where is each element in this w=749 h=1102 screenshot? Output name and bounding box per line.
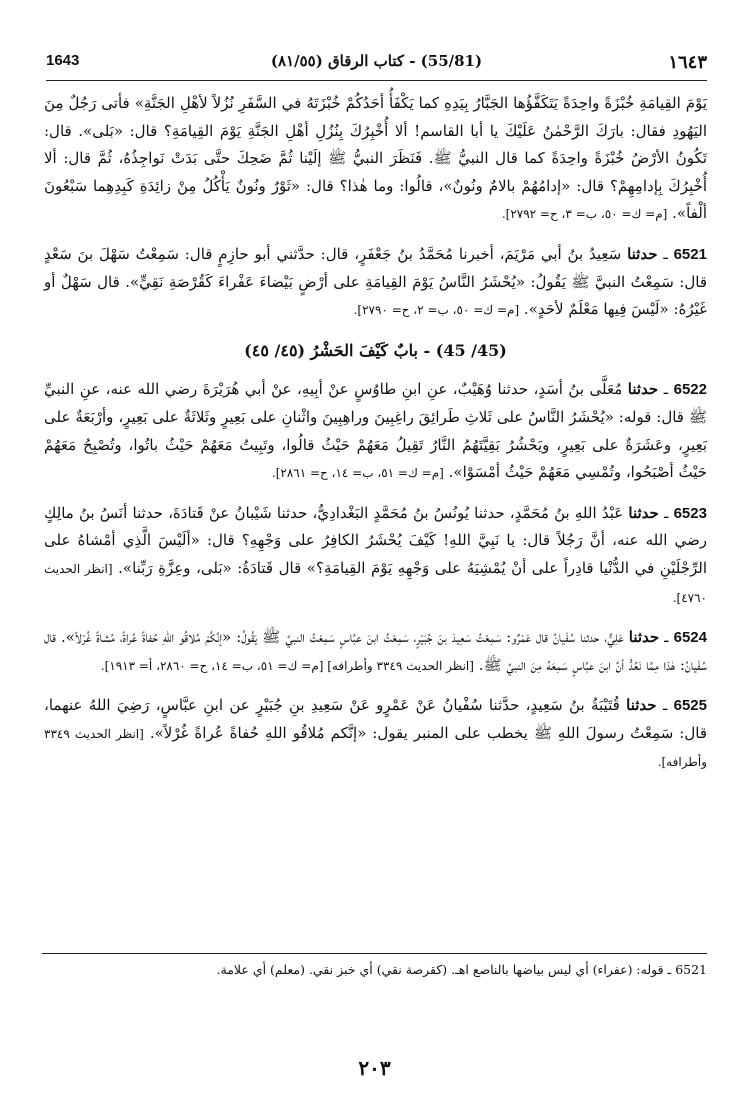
hadith-reference: [م= ك= ٥٠، ب= ٣، ح= ٢٧٩٢]. [501,207,668,222]
hadith-reference: [م= ك= ٥١، ب= ١٤، ح= ٢٨٦١]. [271,466,444,481]
hadith-reference: [انظر الحديث ٣٣٤٩ وأطرافه]. [44,726,707,770]
hadith-lead: حدثنا [628,503,659,522]
page-number-latin: 1643 [46,52,80,69]
hadith-number: 6523 [673,504,707,522]
hadith-6521: 6521 ـ حدثنا سَعِيدُ بنُ أبي مَرْيَمَ، أخبرنا مُحَمَّدُ بنُ جَعْفَرٍ، قال: حدَّثني أبو حازِمٍ قال: سَمِعْتُ سَهْلَ بنَ سَعْدٍ قال: سَمِعْتُ النبيَّ ﷺ يَقُولُ: «يُحْشَرُ النَّاسُ يَوْمَ القِيامَةِ على أرْضٍ بَيْضاءَ عَفْراءَ كَقُرْصَةِ نَقِيٍّ». قال سَهْلٌ أو غَيْرُهُ: «لَيْسَ فِيها مَعْلَمٌ لأحَدٍ». [م= ك= ٥٠، ب= ٢، ح= ٢٧٩٠]. [44,244,707,319]
hadith-lead: حدثنا [627,380,659,399]
hadith-text: عَلِيٌّ، حدثنا سُفْيانُ قال عَمْرٌو: سَمِعْتُ سَعِيدَ بنَ جُبَيْرٍ، سَمِعْتُ ابنَ عبَّاسٍ سَمِعْتُ النبيَّ ﷺ يَقُولُ: «إنَّكُمْ مُلاقُو اللهِ حُفاةً عُراةً، مُشاةً غُرْلاً». قال سُفْيانُ: هٰذا مِمَّا نَعُدُّ أنَّ ابنَ عبَّاسٍ سَمِعَهُ مِنَ النبيِّ ﷺ. [44,628,707,674]
hadith-number: 6524 [673,629,707,647]
hadith-6522: 6522 ـ حدثنا مُعَلَّى بنُ أسَدٍ، حدثنا وُهَيْبٌ، عنِ ابنِ طاوُسٍ عنْ أبِيهِ، عنْ أبي هُرَيْرَةَ رضي الله عنه، عنِ النبيِّ ﷺ قال: قوله: «يُحْشَرُ النَّاسُ على ثَلاثِ طَرائِقَ راغِبِينَ وراهِبِينَ واثْنانِ على بَعِيرٍ وثَلاثَةٌ على بَعِيرٍ، وأرْبَعَةٌ على بَعِيرٍ، وعَشَرَةٌ على بَعِيرٍ، ويَحْشُرُ بَقِيَّتَهُمُ النَّارُ تَقِيلُ مَعَهُمْ حَيْثُ قالُوا، وتَبِيتُ مَعَهُمْ حَيْثُ باتُوا، وتُصْبِحُ مَعَهُمْ حَيْثُ أصْبَحُوا، وتُمْسِي مَعَهُمْ حَيْثُ أمْسَوْا». [م= ك= ٥١، ب= ١٤، ح= ٢٨٦١]. [44,380,708,482]
running-title: (55/81) - كتاب الرقاق (٨١/٥٥) [270,52,483,70]
hadith-text: عَبْدُ اللهِ بنُ مُحَمَّدٍ، حدثنا يُونُسُ بنُ مُحَمَّدٍ البَغْدادِيُّ، حدثنا شَيْبانُ عنْ قَتادَةَ، حدثنا أنَسُ بنُ مالِكٍ رضي الله عنه، أنَّ رَجُلاً قال: يا نَبِيَّ اللهِ! كَيْفَ يُحْشَرُ الكافِرُ على وَجْهِهِ؟ قال: «ألَيْسَ الَّذِي أمْشاهُ على الرِّجْلَيْنِ في الدُّنْيا قادِراً على أنْ يُمْشِيَهُ على وَجْهِهِ يَوْمَ القِيامَةِ؟» قال قَتادَةُ: «بَلى، وعِزَّةِ رَبِّنا». [44,503,707,577]
hadith-lead: حدثنا [626,696,657,715]
hadith-text: مُعَلَّى بنُ أسَدٍ، حدثنا وُهَيْبٌ، عنِ ابنِ طاوُسٍ عنْ أبِيهِ، عنْ أبي هُرَيْرَةَ رضي الله عنه، عنِ النبيِّ ﷺ قال: قوله: «يُحْشَرُ النَّاسُ على ثَلاثِ طَرائِقَ راغِبِينَ وراهِبِينَ واثْنانِ على بَعِيرٍ وثَلاثَةٌ على بَعِيرٍ، وأرْبَعَةٌ على بَعِيرٍ، وعَشَرَةٌ على بَعِيرٍ، ويَحْشُرُ بَقِيَّتَهُمُ النَّارُ تَقِيلُ مَعَهُمْ حَيْثُ قالُوا، وتَبِيتُ مَعَهُمْ حَيْثُ باتُوا، وتُصْبِحُ مَعَهُمْ حَيْثُ أصْبَحُوا، وتُمْسِي مَعَهُمْ حَيْثُ أمْسَوْا». [44,380,708,482]
continuation-text: يَوْمَ القِيامَةِ خُبْزَةً واحِدَةً يَتَكَفَّؤُها الجَبَّارُ بِيَدِهِ كما يَكْفَأُ أحَدُكُمْ خُبْزَتَهُ في السَّفَرِ نُزُلاً لأهْلِ الجَنَّةِ» فأتى رَجُلٌ مِنَ اليَهُودِ فقال: بارَكَ الرَّحْمٰنُ عَلَيْكَ يا أبا القاسم! ألا أُخْبِرُكَ بِنُزُلِ أهْلِ الجَنَّةِ يَوْمَ القِيامَةِ؟ قال: «بَلى». قال: تَكُونُ الأرْضُ خُبْزَةً واحِدَةً كما قال النبيُّ ﷺ. فَنَظَرَ النبيُّ ﷺ إلَيْنا ثُمَّ ضَحِكَ حتَّى بَدَتْ نَواجِذُهُ، ثُمَّ قال: ألا أُخْبِرُكَ بِإدامِهِمْ؟ قال: «إدامُهُمْ بالامٌ ونُونٌ»، قالُوا: وما هٰذا؟ قال: «ثَوْرٌ ونُونٌ يَأْكُلُ مِنْ زائِدَةِ كَبِدِهِما سَبْعُونَ ألْفاً». [44,94,707,223]
footnote: 6521 ـ قوله: (عفراء) أي ليس بياضها بالناصع اهـ. (كقرصة نقي) أي خبز نقي. (معلم) أي علامة. [216,962,707,977]
page-header [46,48,707,81]
hadith-number: 6525 [673,697,707,715]
page-number-arabic: ١٦٤٣ [668,52,707,73]
hadith-6523: 6523 ـ حدثنا عَبْدُ اللهِ بنُ مُحَمَّدٍ، حدثنا يُونُسُ بنُ مُحَمَّدٍ البَغْدادِيُّ، حدثنا شَيْبانُ عنْ قَتادَةَ، حدثنا أنَسُ بنُ مالِكٍ رضي الله عنه، أنَّ رَجُلاً قال: يا نَبِيَّ اللهِ! كَيْفَ يُحْشَرُ الكافِرُ على وَجْهِهِ؟ قال: «ألَيْسَ الَّذِي أمْشاهُ على الرِّجْلَيْنِ في الدُّنْيا قادِراً على أنْ يُمْشِيَهُ على وَجْهِهِ يَوْمَ القِيامَةِ؟» قال قَتادَةُ: «بَلى، وعِزَّةِ رَبِّنا». [انظر الحديث ٤٧٦٠]. [44,503,707,605]
hadith-text: سَعِيدُ بنُ أبي مَرْيَمَ، أخبرنا مُحَمَّدُ بنُ جَعْفَرٍ، قال: حدَّثني أبو حازِمٍ قال: سَمِعْتُ سَهْلَ بنَ سَعْدٍ قال: سَمِعْتُ النبيَّ ﷺ يَقُولُ: «يُحْشَرُ النَّاسُ يَوْمَ القِيامَةِ على أرْضٍ بَيْضاءَ عَفْراءَ كَقُرْصَةِ نَقِيٍّ». قال سَهْلٌ أو غَيْرُهُ: «لَيْسَ فِيها مَعْلَمٌ لأحَدٍ». [44,244,707,319]
hadith-6524: 6524 ـ حدثنا عَلِيٌّ، حدثنا سُفْيانُ قال عَمْرٌو: سَمِعْتُ سَعِيدَ بنَ جُبَيْرٍ، سَمِعْتُ ابنَ عبَّاسٍ سَمِعْتُ النبيَّ ﷺ يَقُولُ: «إنَّكُمْ مُلاقُو اللهِ حُفاةً عُراةً، مُشاةً غُرْلاً». قال سُفْيانُ: هٰذا مِمَّا نَعُدُّ أنَّ ابنَ عبَّاسٍ سَمِعَهُ مِنَ النبيِّ ﷺ. [انظر الحديث ٣٣٤٩ وأطرافه] [م= ك= ٥١، ب= ١٤، ح= ٢٨٦٠، أ= ١٩١٣]. [44,628,707,674]
hadith-reference: [انظر الحديث ٤٧٦٠]. [44,561,707,605]
hadith-lead: حدثنا [628,628,660,647]
hadith-text: قُتَيْبَةُ بنُ سَعِيدٍ، حدَّثنا سُفْيانُ عَنْ عَمْرٍو عَنْ سَعِيدِ بنِ جُبَيْرٍ عن ابنِ عبَّاسٍ، رَضِيَ اللهُ عنهما، قال: سَمِعْتُ رسولَ اللهِ ﷺ يخطب على المنبر يقول: «إنَّكم مُلاقُو اللهِ حُفاةً عُراةً غُرْلاً». [44,696,707,742]
chapter-title: (45/ 45) - بابٌ كَيْفَ الحَشْرُ (٤٥/ ٤٥) [244,340,507,360]
page-body [44,90,707,777]
continuation-paragraph [44,90,707,229]
hadith-number: 6521 [673,245,707,263]
hadith-lead: حدثنا [627,244,658,263]
footnote-divider [42,953,707,954]
footer-page-number: ٢٠٣ [358,1056,391,1080]
hadith-number: 6522 [673,381,707,399]
hadith-6525: 6525 ـ حدثنا قُتَيْبَةُ بنُ سَعِيدٍ، حدَّثنا سُفْيانُ عَنْ عَمْرٍو عَنْ سَعِيدِ بنِ جُبَيْرٍ عن ابنِ عبَّاسٍ، رَضِيَ اللهُ عنهما، قال: سَمِعْتُ رسولَ اللهِ ﷺ يخطب على المنبر يقول: «إنَّكم مُلاقُو اللهِ حُفاةً عُراةً غُرْلاً». [انظر الحديث ٣٣٤٩ وأطرافه]. [44,696,707,770]
hadith-reference: [م= ك= ٥٠، ب= ٢، ح= ٢٧٩٠]. [353,303,520,318]
hadith-reference: [انظر الحديث ٣٣٤٩ وأطرافه] [م= ك= ٥١، ب= ١٤، ح= ٢٨٦٠، أ= ١٩١٣]. [100,658,474,673]
